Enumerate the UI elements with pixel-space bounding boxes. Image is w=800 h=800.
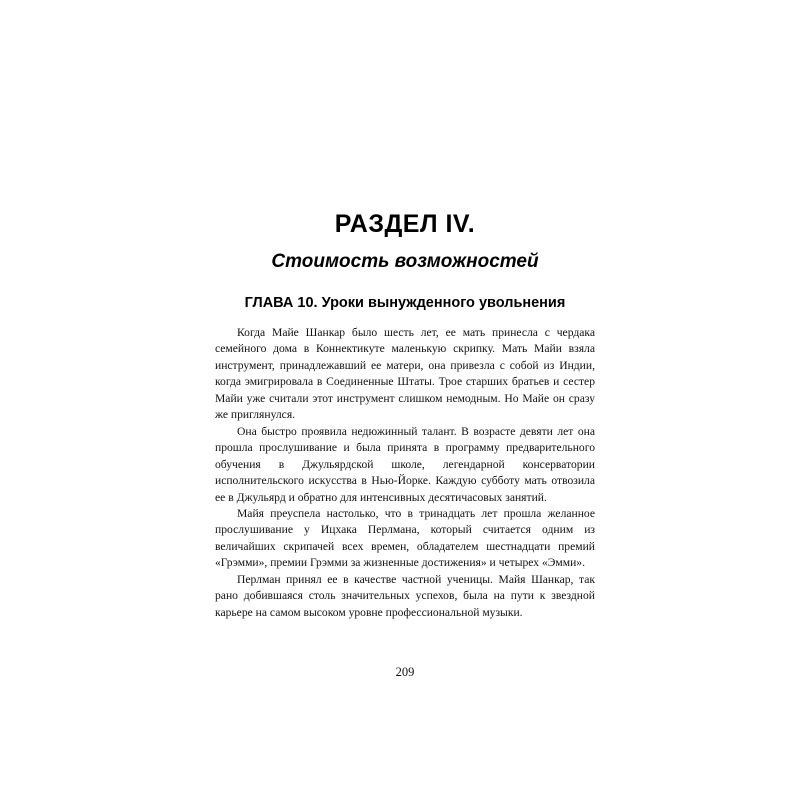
section-title: Стоимость возможностей — [271, 251, 539, 272]
section-number: РАЗДЕЛ IV. — [334, 210, 476, 238]
body-paragraph: Майя преуспела настолько, что в тринадцать лет прошла желанное прослушивание у Ицхака Перлмана, который считается одним из величайших скрипачей всех времен, обладателем шестнадцати премий «Грэмми», премии Грэмми за жизненные достижения» и четырех «Эмми». — [215, 506, 595, 570]
body-paragraph: Перлман принял ее в качестве частной ученицы. Майя Шанкар, так рано добившаяся столь значительных успехов, была на пути к звездной карьере на самом высоком уровне профессиональной музыки. — [215, 572, 595, 619]
body-paragraph: Она быстро проявила недюжинный талант. В возрасте девяти лет она прошла прослушивание и была принята в программу предварительного обучения в Джульярдской школе, легендарной консерватории исполнительского искусства в Нью-Йорке. Каждую субботу мать отвозила ее в Джульярд и обратно для интенсивных десятичасовых занятий. — [215, 424, 595, 504]
chapter-title: ГЛАВА 10. Уроки вынужденного увольнения — [244, 295, 566, 311]
page-number: 209 — [395, 665, 415, 679]
body-paragraph: Когда Майе Шанкар было шесть лет, ее мать принесла с чердака семейного дома в Коннектикуте маленькую скрипку. Мать Майи взяла инструмент, принадлежавший ее матери, она привезла с собой из Индии, когда эмигрировала в Соединенные Штаты. Трое старших братьев и сестер Майи уже считали этот инструмент слишком немодным. Но Майе он сразу же приглянулся. — [215, 326, 595, 422]
page-content — [215, 210, 595, 679]
